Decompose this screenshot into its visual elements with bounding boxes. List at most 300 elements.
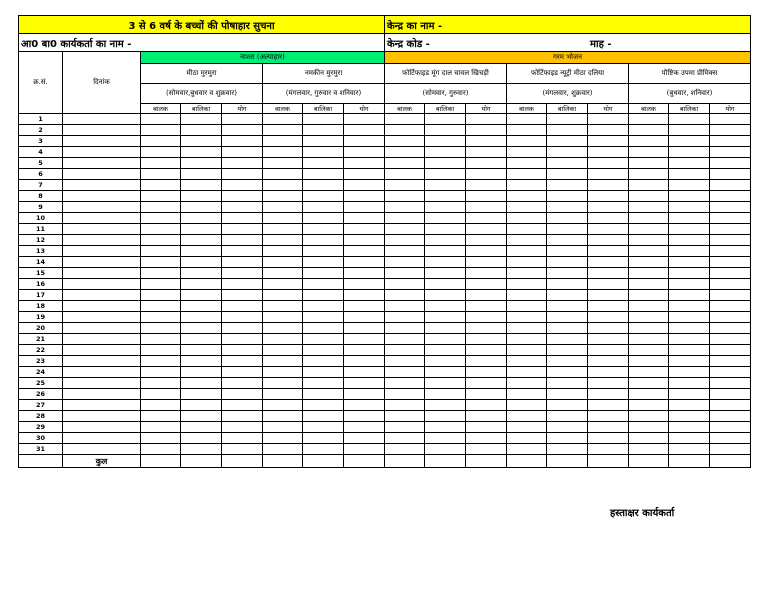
entry-cell[interactable] (629, 147, 669, 158)
entry-cell[interactable] (303, 389, 344, 400)
entry-cell[interactable] (181, 213, 222, 224)
entry-cell[interactable] (385, 169, 425, 180)
entry-cell[interactable] (344, 158, 385, 169)
date-cell[interactable] (63, 367, 141, 378)
entry-cell[interactable] (629, 136, 669, 147)
entry-cell[interactable] (222, 257, 263, 268)
entry-cell[interactable] (181, 279, 222, 290)
entry-cell[interactable] (303, 125, 344, 136)
entry-cell[interactable] (222, 411, 263, 422)
entry-cell[interactable] (507, 279, 547, 290)
entry-cell[interactable] (547, 367, 588, 378)
entry-cell[interactable] (385, 411, 425, 422)
entry-cell[interactable] (629, 279, 669, 290)
entry-cell[interactable] (141, 400, 181, 411)
date-cell[interactable] (63, 378, 141, 389)
entry-cell[interactable] (303, 180, 344, 191)
date-cell[interactable] (63, 257, 141, 268)
entry-cell[interactable] (385, 345, 425, 356)
entry-cell[interactable] (669, 224, 710, 235)
entry-cell[interactable] (263, 411, 303, 422)
entry-cell[interactable] (466, 411, 507, 422)
entry-cell[interactable] (222, 279, 263, 290)
entry-cell[interactable] (588, 213, 629, 224)
entry-cell[interactable] (181, 224, 222, 235)
entry-cell[interactable] (263, 136, 303, 147)
entry-cell[interactable] (710, 279, 751, 290)
entry-cell[interactable] (344, 312, 385, 323)
entry-cell[interactable] (303, 378, 344, 389)
entry-cell[interactable] (263, 433, 303, 444)
entry-cell[interactable] (425, 422, 466, 433)
entry-cell[interactable] (507, 180, 547, 191)
total-cell[interactable] (425, 455, 466, 468)
entry-cell[interactable] (629, 268, 669, 279)
entry-cell[interactable] (222, 125, 263, 136)
entry-cell[interactable] (466, 279, 507, 290)
entry-cell[interactable] (507, 191, 547, 202)
entry-cell[interactable] (669, 323, 710, 334)
entry-cell[interactable] (385, 114, 425, 125)
entry-cell[interactable] (181, 433, 222, 444)
entry-cell[interactable] (222, 378, 263, 389)
date-cell[interactable] (63, 147, 141, 158)
entry-cell[interactable] (547, 191, 588, 202)
entry-cell[interactable] (466, 136, 507, 147)
entry-cell[interactable] (222, 400, 263, 411)
entry-cell[interactable] (588, 147, 629, 158)
entry-cell[interactable] (547, 279, 588, 290)
entry-cell[interactable] (222, 180, 263, 191)
entry-cell[interactable] (181, 290, 222, 301)
entry-cell[interactable] (385, 422, 425, 433)
entry-cell[interactable] (425, 257, 466, 268)
entry-cell[interactable] (710, 411, 751, 422)
entry-cell[interactable] (344, 444, 385, 455)
entry-cell[interactable] (710, 301, 751, 312)
entry-cell[interactable] (466, 224, 507, 235)
entry-cell[interactable] (669, 191, 710, 202)
entry-cell[interactable] (669, 433, 710, 444)
entry-cell[interactable] (263, 367, 303, 378)
entry-cell[interactable] (629, 367, 669, 378)
entry-cell[interactable] (466, 312, 507, 323)
entry-cell[interactable] (385, 323, 425, 334)
entry-cell[interactable] (263, 345, 303, 356)
entry-cell[interactable] (425, 136, 466, 147)
entry-cell[interactable] (385, 213, 425, 224)
entry-cell[interactable] (629, 125, 669, 136)
entry-cell[interactable] (344, 323, 385, 334)
entry-cell[interactable] (222, 169, 263, 180)
entry-cell[interactable] (344, 268, 385, 279)
entry-cell[interactable] (385, 290, 425, 301)
entry-cell[interactable] (507, 345, 547, 356)
entry-cell[interactable] (466, 290, 507, 301)
entry-cell[interactable] (466, 444, 507, 455)
entry-cell[interactable] (222, 334, 263, 345)
entry-cell[interactable] (344, 290, 385, 301)
entry-cell[interactable] (344, 257, 385, 268)
entry-cell[interactable] (181, 268, 222, 279)
entry-cell[interactable] (303, 433, 344, 444)
entry-cell[interactable] (385, 312, 425, 323)
total-cell[interactable] (588, 455, 629, 468)
entry-cell[interactable] (588, 378, 629, 389)
entry-cell[interactable] (629, 334, 669, 345)
entry-cell[interactable] (547, 378, 588, 389)
entry-cell[interactable] (588, 356, 629, 367)
entry-cell[interactable] (507, 158, 547, 169)
entry-cell[interactable] (466, 235, 507, 246)
entry-cell[interactable] (507, 411, 547, 422)
entry-cell[interactable] (303, 257, 344, 268)
entry-cell[interactable] (425, 180, 466, 191)
entry-cell[interactable] (466, 433, 507, 444)
entry-cell[interactable] (181, 334, 222, 345)
entry-cell[interactable] (507, 202, 547, 213)
entry-cell[interactable] (141, 235, 181, 246)
total-cell[interactable] (385, 455, 425, 468)
date-cell[interactable] (63, 279, 141, 290)
entry-cell[interactable] (710, 169, 751, 180)
entry-cell[interactable] (385, 158, 425, 169)
entry-cell[interactable] (141, 257, 181, 268)
entry-cell[interactable] (181, 257, 222, 268)
entry-cell[interactable] (181, 389, 222, 400)
entry-cell[interactable] (710, 367, 751, 378)
entry-cell[interactable] (303, 279, 344, 290)
entry-cell[interactable] (222, 114, 263, 125)
entry-cell[interactable] (385, 191, 425, 202)
entry-cell[interactable] (303, 147, 344, 158)
entry-cell[interactable] (588, 312, 629, 323)
entry-cell[interactable] (344, 246, 385, 257)
entry-cell[interactable] (629, 180, 669, 191)
entry-cell[interactable] (141, 334, 181, 345)
entry-cell[interactable] (629, 444, 669, 455)
entry-cell[interactable] (507, 268, 547, 279)
entry-cell[interactable] (547, 169, 588, 180)
entry-cell[interactable] (547, 411, 588, 422)
entry-cell[interactable] (222, 290, 263, 301)
entry-cell[interactable] (507, 323, 547, 334)
entry-cell[interactable] (466, 257, 507, 268)
entry-cell[interactable] (263, 257, 303, 268)
entry-cell[interactable] (710, 268, 751, 279)
entry-cell[interactable] (669, 279, 710, 290)
total-cell[interactable] (547, 455, 588, 468)
entry-cell[interactable] (507, 246, 547, 257)
entry-cell[interactable] (710, 257, 751, 268)
entry-cell[interactable] (710, 136, 751, 147)
date-cell[interactable] (63, 400, 141, 411)
total-cell[interactable] (669, 455, 710, 468)
entry-cell[interactable] (710, 389, 751, 400)
entry-cell[interactable] (588, 279, 629, 290)
entry-cell[interactable] (588, 114, 629, 125)
entry-cell[interactable] (547, 136, 588, 147)
entry-cell[interactable] (425, 378, 466, 389)
date-cell[interactable] (63, 202, 141, 213)
entry-cell[interactable] (181, 202, 222, 213)
entry-cell[interactable] (710, 125, 751, 136)
entry-cell[interactable] (507, 378, 547, 389)
entry-cell[interactable] (222, 224, 263, 235)
entry-cell[interactable] (710, 290, 751, 301)
entry-cell[interactable] (507, 389, 547, 400)
entry-cell[interactable] (425, 114, 466, 125)
entry-cell[interactable] (425, 202, 466, 213)
entry-cell[interactable] (181, 312, 222, 323)
entry-cell[interactable] (588, 444, 629, 455)
entry-cell[interactable] (466, 323, 507, 334)
entry-cell[interactable] (263, 389, 303, 400)
entry-cell[interactable] (547, 323, 588, 334)
entry-cell[interactable] (588, 202, 629, 213)
entry-cell[interactable] (629, 400, 669, 411)
entry-cell[interactable] (547, 224, 588, 235)
entry-cell[interactable] (466, 147, 507, 158)
date-cell[interactable] (63, 235, 141, 246)
entry-cell[interactable] (588, 191, 629, 202)
entry-cell[interactable] (466, 356, 507, 367)
entry-cell[interactable] (547, 257, 588, 268)
entry-cell[interactable] (141, 191, 181, 202)
entry-cell[interactable] (547, 334, 588, 345)
entry-cell[interactable] (385, 334, 425, 345)
entry-cell[interactable] (222, 246, 263, 257)
entry-cell[interactable] (588, 400, 629, 411)
entry-cell[interactable] (629, 345, 669, 356)
entry-cell[interactable] (344, 279, 385, 290)
entry-cell[interactable] (507, 257, 547, 268)
entry-cell[interactable] (181, 422, 222, 433)
entry-cell[interactable] (263, 202, 303, 213)
entry-cell[interactable] (425, 235, 466, 246)
entry-cell[interactable] (629, 114, 669, 125)
entry-cell[interactable] (344, 180, 385, 191)
entry-cell[interactable] (588, 290, 629, 301)
entry-cell[interactable] (222, 444, 263, 455)
entry-cell[interactable] (141, 125, 181, 136)
date-cell[interactable] (63, 246, 141, 257)
entry-cell[interactable] (669, 246, 710, 257)
entry-cell[interactable] (466, 180, 507, 191)
entry-cell[interactable] (547, 180, 588, 191)
entry-cell[interactable] (466, 301, 507, 312)
entry-cell[interactable] (222, 301, 263, 312)
entry-cell[interactable] (669, 444, 710, 455)
entry-cell[interactable] (141, 422, 181, 433)
entry-cell[interactable] (263, 169, 303, 180)
entry-cell[interactable] (669, 345, 710, 356)
entry-cell[interactable] (507, 235, 547, 246)
entry-cell[interactable] (303, 290, 344, 301)
entry-cell[interactable] (629, 257, 669, 268)
entry-cell[interactable] (669, 235, 710, 246)
entry-cell[interactable] (263, 224, 303, 235)
entry-cell[interactable] (629, 158, 669, 169)
entry-cell[interactable] (507, 312, 547, 323)
entry-cell[interactable] (181, 367, 222, 378)
entry-cell[interactable] (547, 158, 588, 169)
entry-cell[interactable] (344, 213, 385, 224)
entry-cell[interactable] (141, 356, 181, 367)
entry-cell[interactable] (344, 147, 385, 158)
entry-cell[interactable] (588, 323, 629, 334)
date-cell[interactable] (63, 180, 141, 191)
entry-cell[interactable] (263, 125, 303, 136)
entry-cell[interactable] (263, 268, 303, 279)
entry-cell[interactable] (425, 389, 466, 400)
entry-cell[interactable] (222, 356, 263, 367)
entry-cell[interactable] (629, 433, 669, 444)
entry-cell[interactable] (425, 367, 466, 378)
date-cell[interactable] (63, 213, 141, 224)
entry-cell[interactable] (547, 444, 588, 455)
entry-cell[interactable] (222, 312, 263, 323)
entry-cell[interactable] (710, 422, 751, 433)
entry-cell[interactable] (547, 147, 588, 158)
entry-cell[interactable] (669, 411, 710, 422)
entry-cell[interactable] (263, 158, 303, 169)
entry-cell[interactable] (263, 400, 303, 411)
entry-cell[interactable] (547, 114, 588, 125)
entry-cell[interactable] (222, 433, 263, 444)
entry-cell[interactable] (303, 345, 344, 356)
entry-cell[interactable] (385, 279, 425, 290)
entry-cell[interactable] (669, 334, 710, 345)
entry-cell[interactable] (425, 345, 466, 356)
entry-cell[interactable] (629, 356, 669, 367)
entry-cell[interactable] (303, 411, 344, 422)
entry-cell[interactable] (141, 411, 181, 422)
entry-cell[interactable] (141, 158, 181, 169)
entry-cell[interactable] (710, 400, 751, 411)
entry-cell[interactable] (669, 301, 710, 312)
entry-cell[interactable] (344, 114, 385, 125)
entry-cell[interactable] (344, 301, 385, 312)
entry-cell[interactable] (507, 301, 547, 312)
entry-cell[interactable] (588, 268, 629, 279)
entry-cell[interactable] (669, 378, 710, 389)
entry-cell[interactable] (669, 136, 710, 147)
entry-cell[interactable] (303, 367, 344, 378)
total-cell[interactable] (629, 455, 669, 468)
entry-cell[interactable] (425, 400, 466, 411)
entry-cell[interactable] (303, 356, 344, 367)
entry-cell[interactable] (303, 235, 344, 246)
entry-cell[interactable] (466, 114, 507, 125)
entry-cell[interactable] (588, 334, 629, 345)
entry-cell[interactable] (669, 367, 710, 378)
entry-cell[interactable] (141, 136, 181, 147)
entry-cell[interactable] (303, 268, 344, 279)
date-cell[interactable] (63, 389, 141, 400)
entry-cell[interactable] (710, 147, 751, 158)
date-cell[interactable] (63, 169, 141, 180)
entry-cell[interactable] (385, 257, 425, 268)
entry-cell[interactable] (344, 136, 385, 147)
entry-cell[interactable] (710, 345, 751, 356)
entry-cell[interactable] (425, 158, 466, 169)
entry-cell[interactable] (710, 213, 751, 224)
entry-cell[interactable] (588, 389, 629, 400)
entry-cell[interactable] (466, 345, 507, 356)
date-cell[interactable] (63, 345, 141, 356)
entry-cell[interactable] (710, 433, 751, 444)
entry-cell[interactable] (141, 433, 181, 444)
entry-cell[interactable] (425, 312, 466, 323)
entry-cell[interactable] (669, 125, 710, 136)
entry-cell[interactable] (588, 136, 629, 147)
entry-cell[interactable] (141, 323, 181, 334)
entry-cell[interactable] (263, 235, 303, 246)
entry-cell[interactable] (141, 312, 181, 323)
entry-cell[interactable] (344, 235, 385, 246)
entry-cell[interactable] (466, 422, 507, 433)
entry-cell[interactable] (507, 224, 547, 235)
entry-cell[interactable] (629, 323, 669, 334)
entry-cell[interactable] (466, 246, 507, 257)
entry-cell[interactable] (344, 334, 385, 345)
entry-cell[interactable] (425, 356, 466, 367)
date-cell[interactable] (63, 290, 141, 301)
entry-cell[interactable] (344, 378, 385, 389)
entry-cell[interactable] (141, 290, 181, 301)
entry-cell[interactable] (385, 356, 425, 367)
entry-cell[interactable] (629, 235, 669, 246)
date-cell[interactable] (63, 224, 141, 235)
entry-cell[interactable] (181, 356, 222, 367)
entry-cell[interactable] (385, 378, 425, 389)
total-cell[interactable] (303, 455, 344, 468)
entry-cell[interactable] (425, 279, 466, 290)
entry-cell[interactable] (507, 422, 547, 433)
date-cell[interactable] (63, 356, 141, 367)
total-cell[interactable] (344, 455, 385, 468)
entry-cell[interactable] (629, 202, 669, 213)
entry-cell[interactable] (507, 334, 547, 345)
entry-cell[interactable] (303, 312, 344, 323)
total-cell[interactable] (181, 455, 222, 468)
entry-cell[interactable] (222, 422, 263, 433)
entry-cell[interactable] (710, 323, 751, 334)
entry-cell[interactable] (425, 268, 466, 279)
entry-cell[interactable] (181, 191, 222, 202)
entry-cell[interactable] (466, 213, 507, 224)
entry-cell[interactable] (466, 268, 507, 279)
entry-cell[interactable] (629, 290, 669, 301)
entry-cell[interactable] (629, 312, 669, 323)
entry-cell[interactable] (344, 389, 385, 400)
entry-cell[interactable] (507, 356, 547, 367)
date-cell[interactable] (63, 114, 141, 125)
entry-cell[interactable] (141, 147, 181, 158)
entry-cell[interactable] (303, 114, 344, 125)
entry-cell[interactable] (425, 191, 466, 202)
entry-cell[interactable] (181, 378, 222, 389)
entry-cell[interactable] (141, 224, 181, 235)
entry-cell[interactable] (263, 356, 303, 367)
entry-cell[interactable] (669, 158, 710, 169)
entry-cell[interactable] (344, 224, 385, 235)
entry-cell[interactable] (303, 323, 344, 334)
entry-cell[interactable] (303, 444, 344, 455)
entry-cell[interactable] (588, 224, 629, 235)
entry-cell[interactable] (141, 444, 181, 455)
